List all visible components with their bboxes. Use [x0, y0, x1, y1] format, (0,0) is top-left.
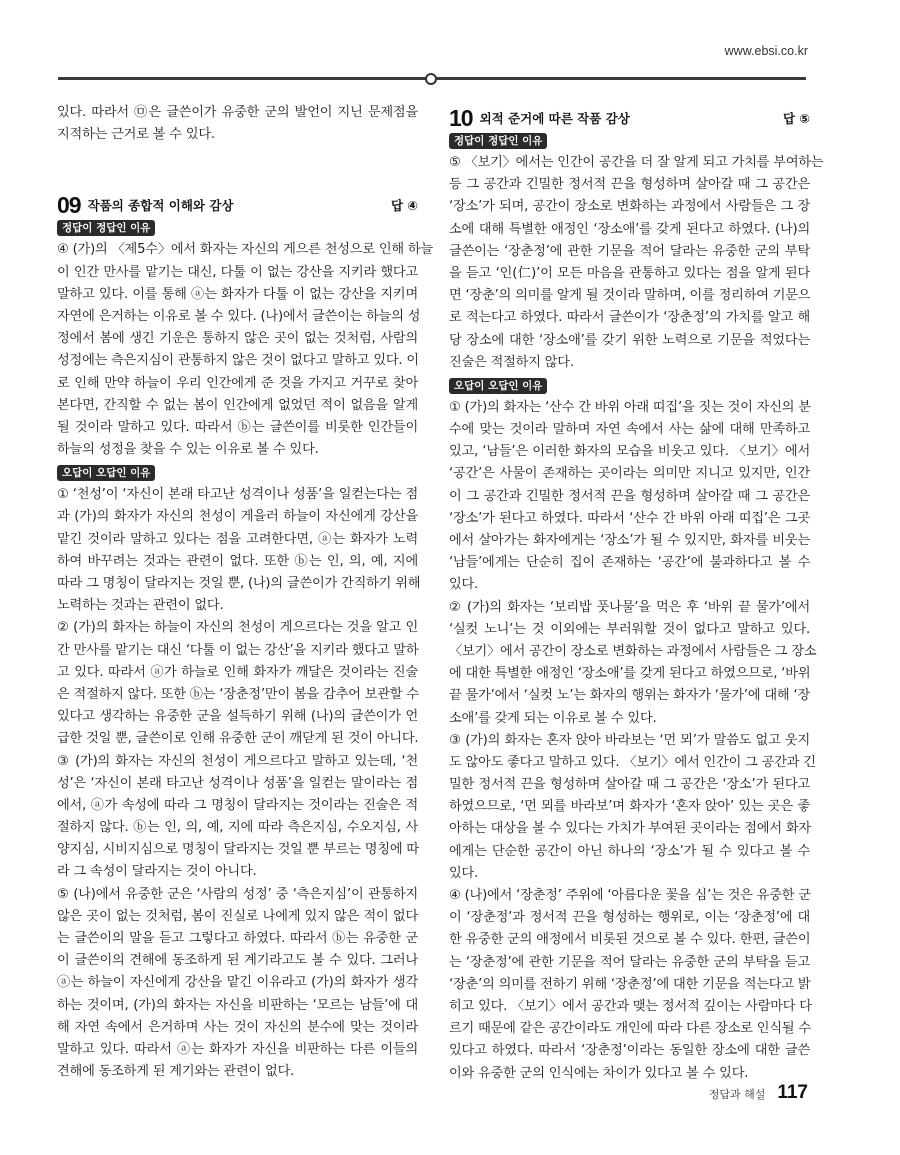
text-line: ‘장소’가 되며, 공간이 장소로 변화하는 과정에서 사람들은 그 장 [449, 199, 810, 215]
text-line: ‘공간’은 사물이 존재하는 곳이라는 의미만 지니고 있지만, 인간 [449, 466, 810, 482]
text-line: 있고, ‘남들’은 이러한 화자의 모습을 비웃고 있다. 〈보기〉에서 [449, 444, 810, 460]
question-answer: 답 ④ [390, 198, 418, 214]
text-line: 도 않아도 좋다고 말하고 있다. 〈보기〉에서 인간이 그 공간과 긴 [449, 754, 816, 770]
text-line: 따라 그 명칭이 달라지는 것일 뿐, (나)의 글쓴이가 간직하기 위해 [57, 576, 421, 591]
question-header [57, 191, 418, 218]
footer-label: 정답과 해설 [708, 1088, 766, 1101]
text-line: 있다고 생각하는 유중한 군을 설득하기 위해 (나)의 글쓴이가 언 [57, 709, 418, 725]
text-line: 끝 물가’에서 ‘실컷 노’는 화자의 행위는 화자가 ‘물가’에 대해 ‘장 [449, 688, 810, 704]
text-line: ⓐ는 하늘이 자신에게 강산을 맡긴 이유라고 (가)의 화자가 생각 [57, 975, 418, 991]
text-line: 하늘의 성정을 찾을 수 있는 이유로 볼 수 있다. [57, 442, 319, 458]
text-line: ④ (가)의 〈제5수〉에서 화자는 자신의 게으른 천성으로 인해 하늘 [57, 242, 434, 258]
text-line: 이 ‘장춘정’과 정서적 끈을 형성하는 행위로, 이는 ‘장춘정’에 대 [449, 910, 810, 926]
text-line: 히고 있다. 〈보기〉에서 공간과 맺는 정서적 깊이는 사람마다 다 [449, 998, 812, 1014]
text-line: 해 자연 속에서 은거하며 사는 것이 자신의 분수에 맞는 것이라 [57, 1019, 418, 1035]
text-line: ‘남들’에게는 단순히 집이 존재하는 ‘공간’에 불과하다고 볼 수 [449, 555, 810, 571]
text-line: 로 적는다고 하였다. 따라서 글쓴이가 ‘장춘정’의 가치를 알고 해 [449, 310, 810, 326]
wrong-option-explanation [57, 884, 418, 1084]
continued-paragraph [57, 102, 418, 146]
text-line: ② (가)의 화자는 ‘보리밥 풋나물’을 먹은 후 ‘바위 끝 물가’에서 [449, 599, 810, 615]
wrong-option-explanation [57, 751, 418, 884]
text-line: 을 듣고 ‘인(仁)’이 모든 마음을 관통하고 있다는 점을 알게 된다 [449, 265, 810, 281]
text-line: 에서 살아가는 화자에게는 ‘장소’가 될 수 있지만, 화자를 비웃는 [449, 533, 810, 548]
question-title: 작품의 종합적 이해와 감상 [87, 198, 234, 214]
text-line: 않은 곳이 없는 것처럼, 봄이 진실로 나에게 있지 않은 적이 없다 [57, 908, 418, 924]
text-line: 등 그 공간과 긴밀한 정서적 끈을 형성하며 살아갈 때 그 공간은 [449, 177, 810, 193]
text-line: ③ (가)의 화자는 혼자 앉아 바라보는 ‘먼 뫼’가 말씀도 없고 웃지 [449, 732, 810, 748]
text-line: 이 글쓴이의 견해에 동조하게 된 계기라고도 볼 수 있다. 그러나 [57, 953, 418, 969]
wrong-reason-badge: 오답이 오답인 이유 [57, 465, 155, 481]
wrong-option-explanation [57, 617, 418, 750]
text-line: ‘실컷 노니’는 것 이외에는 부러워할 것이 없다고 말하고 있다. [449, 621, 810, 637]
wrong-option-explanation [449, 730, 816, 885]
correct-reason-badge: 정답이 정답인 이유 [449, 133, 547, 149]
text-line: 〈보기〉에서 공간이 장소로 변화하는 과정에서 사람들은 그 장소 [449, 643, 817, 659]
text-line: 소에 대해 특별한 애정인 ‘장소애’를 갖게 된다고 하였다. (나)의 [449, 221, 810, 237]
text-line: 하였으므로, ‘먼 뫼를 바라보’며 화자가 ‘혼자 앉아’ 있는 곳은 좋 [449, 799, 810, 815]
text-line: 면 ‘장춘’의 의미를 알게 될 것이라 말하며, 이를 정리하여 기문으 [449, 288, 811, 304]
wrong-option-explanation [57, 484, 421, 617]
correct-reason-badge: 정답이 정답인 이유 [57, 220, 155, 236]
wrong-reason-badge: 오답이 오답인 이유 [449, 378, 547, 394]
question-number: 09 [57, 191, 81, 218]
question-answer: 답 ⑤ [782, 111, 810, 126]
text-line: 정에서 봄에 생긴 기운은 통하지 않은 곳이 없는 것처럼, 사람의 [57, 331, 418, 347]
text-line: 고 있다. 따라서 ⓐ가 하늘로 인해 화자가 깨달은 것이라는 진술 [57, 664, 418, 680]
text-line: 한 유중한 군의 애정에서 비롯된 것으로 볼 수 있다. 한편, 글쓴이 [449, 932, 811, 948]
text-line: 에 대한 특별한 애정인 ‘장소애’를 갖게 된다고 하였으므로, ‘바위 [449, 666, 811, 682]
text-line: 은 적절하지 않다. 또한 ⓑ는 ‘장춘정’만이 봄을 감추어 보관할 수 [57, 686, 419, 702]
text-line: 하여 바꾸려는 것과는 관련이 없다. 또한 ⓑ는 인, 의, 예, 지에 [57, 553, 418, 569]
wrong-option-explanation [449, 597, 817, 730]
correct-explanation [449, 152, 824, 374]
text-line: 노력하는 것과는 관련이 없다. [57, 598, 224, 614]
website-url: www.ebsi.co.kr [724, 44, 808, 58]
text-line: 진술은 적절하지 않다. [449, 354, 574, 370]
text-line: ② (가)의 화자는 하늘이 자신의 천성이 게으르다는 것을 알고 인 [57, 620, 418, 636]
text-line: 에서, ⓐ가 속성에 따라 그 명칭이 달라지는 것이라는 진술은 적 [57, 797, 418, 813]
text-line: 있다고 하였다. 따라서 ‘장춘정’이라는 동일한 장소에 대한 글쓴 [449, 1043, 810, 1059]
question-title: 외적 준거에 따른 작품 감상 [479, 111, 630, 126]
text-line: 말하고 있다. 이를 통해 ⓐ는 화자가 다툴 이 없는 강산을 지키며 [57, 286, 418, 302]
wrong-option-explanation [449, 885, 810, 1085]
text-line: 말하고 있다. 따라서 ⓐ는 화자가 자신을 비판하는 다른 이들의 [57, 1041, 418, 1057]
page-footer [709, 1082, 808, 1104]
page-number: 117 [777, 1082, 808, 1103]
left-column [57, 102, 434, 1083]
text-line: 에게는 단순한 공간이 아닌 하나의 ‘장소’가 될 수 있다고 볼 수 [449, 843, 810, 859]
question-number: 10 [449, 104, 473, 131]
text-line: 급한 것일 뿐, 글쓴이로 인해 유중한 군이 깨닫게 된 것이 아니다. [57, 731, 419, 747]
text-line: 맡긴 것이라 말하고 있다는 점을 고려한다면, ⓐ는 화자가 노력 [57, 531, 418, 547]
text-line: 소애’를 갖게 되는 이유로 볼 수 있다. [449, 710, 657, 726]
text-line: 글쓴이는 ‘장춘정’에 관한 기문을 적어 달라는 유중한 군의 부탁 [449, 243, 810, 259]
text-line: ⑤ (나)에서 유중한 군은 ‘사람의 성정’ 중 ‘측은지심’이 관통하지 [57, 886, 418, 902]
text-line: 수에 맞는 것이라 말하며 자연 속에서 사는 삶에 대해 만족하고 [449, 422, 810, 438]
text-line: 하는 것이며, (가)의 화자는 자신을 비판하는 ‘모르는 남들’에 대 [57, 997, 418, 1013]
text-line: 자연에 은거하는 이유로 볼 수 있다. (나)에서 글쓴이는 하늘의 성 [57, 308, 421, 324]
text-line: ‘장춘’의 의미를 전하기 위해 ‘장춘정’에 대한 기문을 적는다고 밝 [449, 976, 811, 992]
text-line: ④ (나)에서 ‘장춘정’ 주위에 ‘아름다운 꽃을 심’는 것은 유중한 군 [449, 888, 811, 903]
question-header [449, 104, 810, 131]
text-line: 양지심, 시비지심으로 명칭이 달라지는 것일 뿐 부르는 명칭에 따 [57, 842, 419, 858]
text-line: 본다면, 간직할 수 없는 봄이 인간에게 없었던 적이 없음을 알게 [57, 397, 418, 413]
text-line: ‘장소’가 된다고 하였다. 따라서 ‘산수 간 바위 아래 띠집’은 그곳 [449, 510, 810, 526]
text-line: 절하지 않다. ⓑ는 인, 의, 예, 지에 따라 측은지심, 수오지심, 사 [57, 820, 418, 836]
text-line: 아하는 대상을 볼 수 있다는 가치가 부여된 곳이라는 점에서 화자 [449, 821, 811, 837]
text-line: ① ‘천성’이 ‘자신이 본래 타고난 성격이나 성품’을 일컫는다는 점 [57, 487, 418, 503]
text-line: 르기 때문에 같은 공간이라도 개인에 따라 다른 장소로 인식될 수 [449, 1021, 811, 1037]
text-line: 라 그 속성이 달라지는 것이 아니다. [57, 864, 257, 880]
text-line: 성정에는 측은지심이 관통하지 않은 것이 없다고 말하고 있다. 이 [57, 353, 419, 369]
text-line: 될 것이라 말하고 있다. 따라서 ⓑ는 글쓴이를 비롯한 인간들이 [57, 419, 418, 435]
text-line: ① (가)의 화자는 ‘산수 간 바위 아래 띠집’을 짓는 것이 자신의 분 [449, 399, 811, 415]
text-line: 로 인해 만약 하늘이 우리 인간에게 준 것을 가지고 거꾸로 찾아 [57, 375, 418, 391]
text-line: 성’은 ‘자신이 본래 타고난 성격이나 성품’을 일컫는 말이라는 점 [57, 775, 418, 791]
text-line: 있다. [449, 577, 479, 593]
text-line: 과 (가)의 화자가 자신의 천성이 게을러 하늘이 자신에게 강산을 [57, 509, 418, 525]
text-line: 간 만사를 맡기는 대신 ‘다툴 이 없는 강산’을 지키라 했다고 말하 [57, 642, 419, 658]
wrong-option-explanation [449, 397, 810, 597]
text-line: 는 ‘장춘정’에 관한 기문을 적어 달라는 유중한 군의 부탁을 듣고 [449, 954, 810, 970]
right-column [449, 104, 824, 1085]
text-line: ⑤ 〈보기〉에서는 인간이 공간을 더 잘 알게 되고 가치를 부여하는 [449, 155, 824, 170]
text-line: 이와 유중한 군의 인식에는 차이가 있다고 볼 수 있다. [449, 1065, 749, 1081]
text-line: 이 그 공간과 긴밀한 정서적 끈을 형성하며 살아갈 때 그 공간은 [449, 488, 810, 504]
text-line: 있다. 따라서 ㉤은 글쓴이가 유중한 군의 발언이 지닌 문제점을 [57, 105, 418, 120]
correct-explanation [57, 239, 434, 461]
text-line: 지적하는 근거로 볼 수 있다. [57, 127, 215, 143]
text-line: 이 인간 만사를 맡기는 대신, 다툴 이 없는 강산을 지키라 했다고 [57, 264, 418, 280]
text-line: ③ (가)의 화자는 자신의 천성이 게으르다고 말하고 있는데, ‘천 [57, 753, 418, 769]
text-line: 밀한 정서적 끈을 형성하며 살아갈 때 그 공간은 ‘장소’가 된다고 [449, 777, 810, 793]
header-rule-dot [425, 73, 437, 85]
text-line: 는 글쓴이의 말을 듣고 그렇다고 하였다. 따라서 ⓑ는 유중한 군 [57, 931, 418, 946]
text-line: 당 장소에 대한 ‘장소애’를 갖기 위한 노력으로 기문을 적었다는 [449, 332, 810, 348]
text-line: 견해에 동조하게 된 계기와는 관련이 없다. [57, 1064, 295, 1080]
text-line: 있다. [449, 865, 479, 881]
